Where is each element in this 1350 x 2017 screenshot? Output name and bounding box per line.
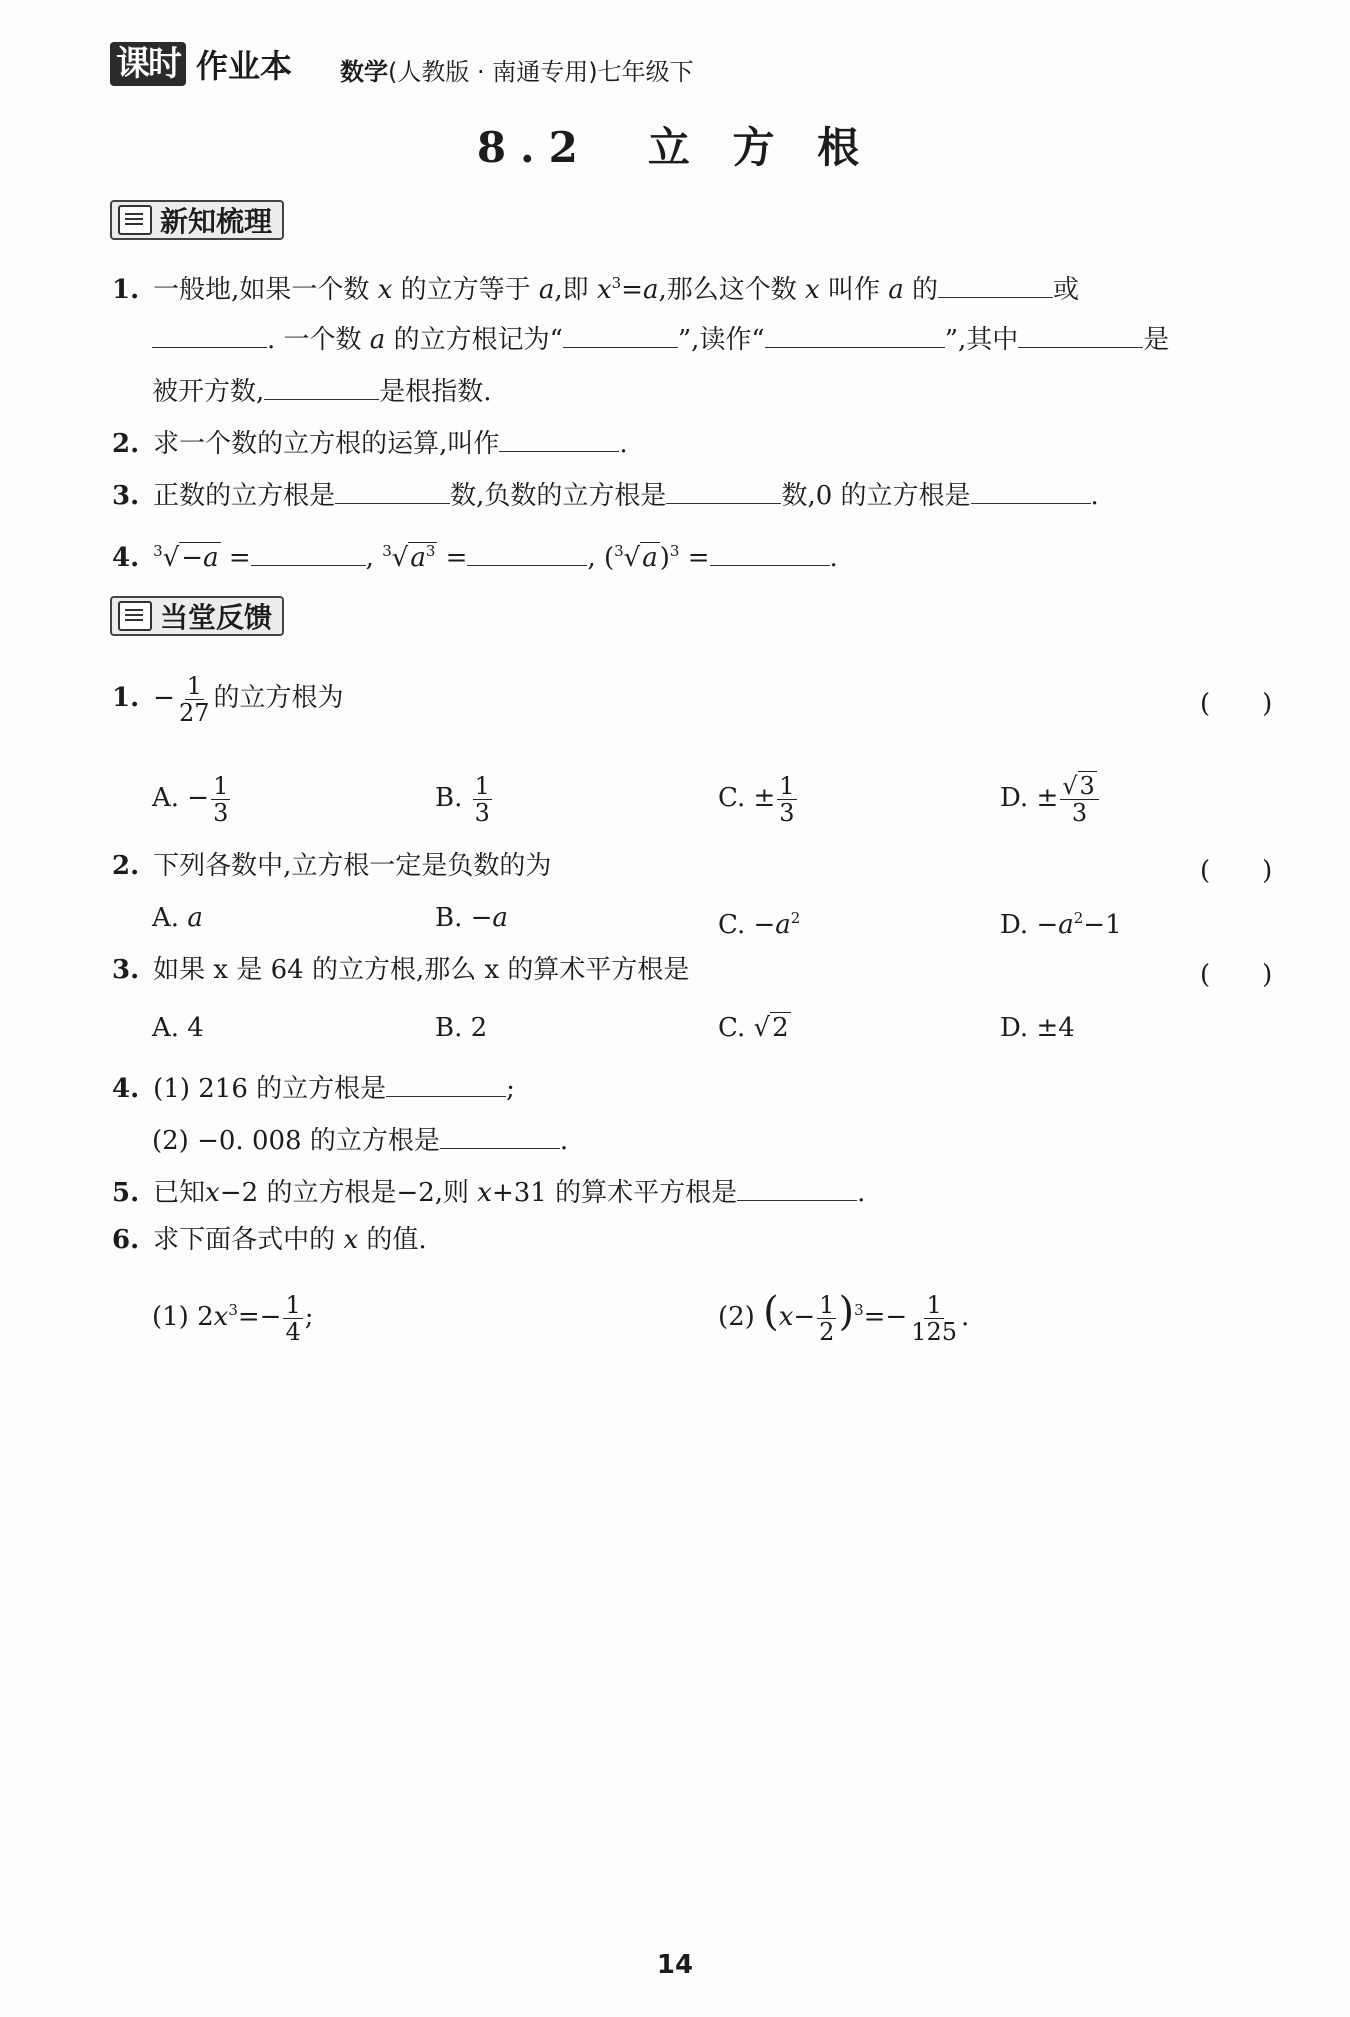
answer-blank[interactable] — [765, 317, 945, 348]
knowledge-q1-line1: 1. 一般地,如果一个数 x 的立方等于 a,即 $x^3=a$,那么这个数 x 叫作 a 的 或 — [112, 265, 1079, 308]
answer-blank[interactable] — [386, 1066, 506, 1097]
feedback-q3: 3. 如果 x 是 64 的立方根,那么 x 的算术平方根是 — [112, 955, 690, 985]
option-c[interactable]: C. $-a^2$ — [718, 909, 801, 940]
answer-blank[interactable] — [264, 369, 379, 400]
option-b[interactable]: B. 2 — [435, 1013, 488, 1043]
answer-blank[interactable] — [563, 317, 678, 348]
book-icon — [118, 205, 152, 235]
section-label: 当堂反馈 — [160, 601, 273, 634]
answer-blank[interactable] — [938, 267, 1053, 298]
logo-mark: 课时 — [110, 42, 186, 86]
feedback-q2: 2. 下列各数中,立方根一定是负数的为 — [112, 851, 552, 881]
page-title: 8.2 立 方 根 — [476, 123, 874, 172]
knowledge-q1-line2: . 一个数 a 的立方根记为“ ”,读作“ ”,其中 是 — [152, 317, 1169, 358]
subject-label: 数学 — [340, 58, 388, 86]
option-c[interactable]: C. ± $\frac{1}{3}$ — [718, 771, 795, 827]
header-subtitle — [340, 52, 694, 87]
brand-name: 作业本 — [196, 47, 293, 85]
answer-blank[interactable] — [335, 473, 450, 504]
answer-paren[interactable]: ( ) — [1200, 689, 1273, 719]
answer-blank[interactable] — [1018, 317, 1143, 348]
feedback-q6-1: (1) $2x^3=-$ $\frac{1}{4}$ ; — [152, 1290, 314, 1346]
knowledge-q4: 4. $^3$√−a = , $^3√a^3$ = , $(^3√a)^3$ = . — [112, 533, 838, 576]
feedback-q4-1: 4. (1) 216 的立方根是 ; — [112, 1066, 515, 1107]
answer-blank[interactable] — [499, 421, 619, 452]
option-d[interactable]: D. $-a^2-1$ — [1000, 909, 1122, 940]
option-d[interactable]: D. ± $\frac{√3}{3}$ — [1000, 768, 1101, 828]
answer-blank[interactable] — [971, 473, 1091, 504]
option-d[interactable]: D. ±4 — [1000, 1013, 1075, 1043]
option-a[interactable]: A. 4 — [152, 1013, 204, 1043]
section-label: 新知梳理 — [160, 205, 273, 238]
option-a[interactable]: A. a — [152, 903, 203, 933]
option-c[interactable]: C. √2 — [718, 1013, 789, 1043]
feedback-q6-2: (2) (x− $\frac{1}{2}$ )$^3$=− $\frac{1}{125}$ . — [718, 1289, 970, 1346]
answer-paren[interactable]: ( ) — [1200, 856, 1273, 886]
feedback-q4-2: (2) −0. 008 的立方根是 . — [152, 1118, 568, 1159]
answer-blank[interactable] — [666, 473, 781, 504]
answer-blank[interactable] — [710, 535, 830, 566]
edition-label: (人教版 · 南通专用)七年级下 — [388, 58, 694, 86]
feedback-q5: 5. 已知x−2 的立方根是−2,则 x+31 的算术平方根是 . — [112, 1170, 865, 1211]
section-new-knowledge — [110, 200, 284, 240]
header-logo — [110, 42, 292, 86]
knowledge-q2: 2. 求一个数的立方根的运算,叫作 . — [112, 421, 628, 462]
option-b[interactable]: B. −a — [435, 903, 508, 933]
feedback-q6: 6. 求下面各式中的 x 的值. — [112, 1225, 427, 1255]
answer-blank[interactable] — [152, 317, 267, 348]
answer-blank[interactable] — [440, 1118, 560, 1149]
answer-blank[interactable] — [737, 1170, 857, 1201]
answer-blank[interactable] — [251, 535, 366, 566]
option-b[interactable]: B. $\frac{1}{3}$ — [435, 771, 490, 827]
answer-blank[interactable] — [467, 535, 587, 566]
page-number: 14 — [656, 1950, 694, 1980]
answer-paren[interactable]: ( ) — [1200, 960, 1273, 990]
knowledge-q3: 3. 正数的立方根是 数,负数的立方根是 数,0 的立方根是 . — [112, 473, 1099, 514]
option-a[interactable]: A. − $\frac{1}{3}$ — [152, 771, 229, 827]
section-class-feedback — [110, 596, 284, 636]
feedback-q1: 1. − $\frac{1}{27}$ 的立方根为 — [112, 671, 344, 727]
knowledge-q1-line3: 被开方数, 是根指数. — [152, 369, 492, 410]
pencil-note-icon — [118, 601, 152, 631]
